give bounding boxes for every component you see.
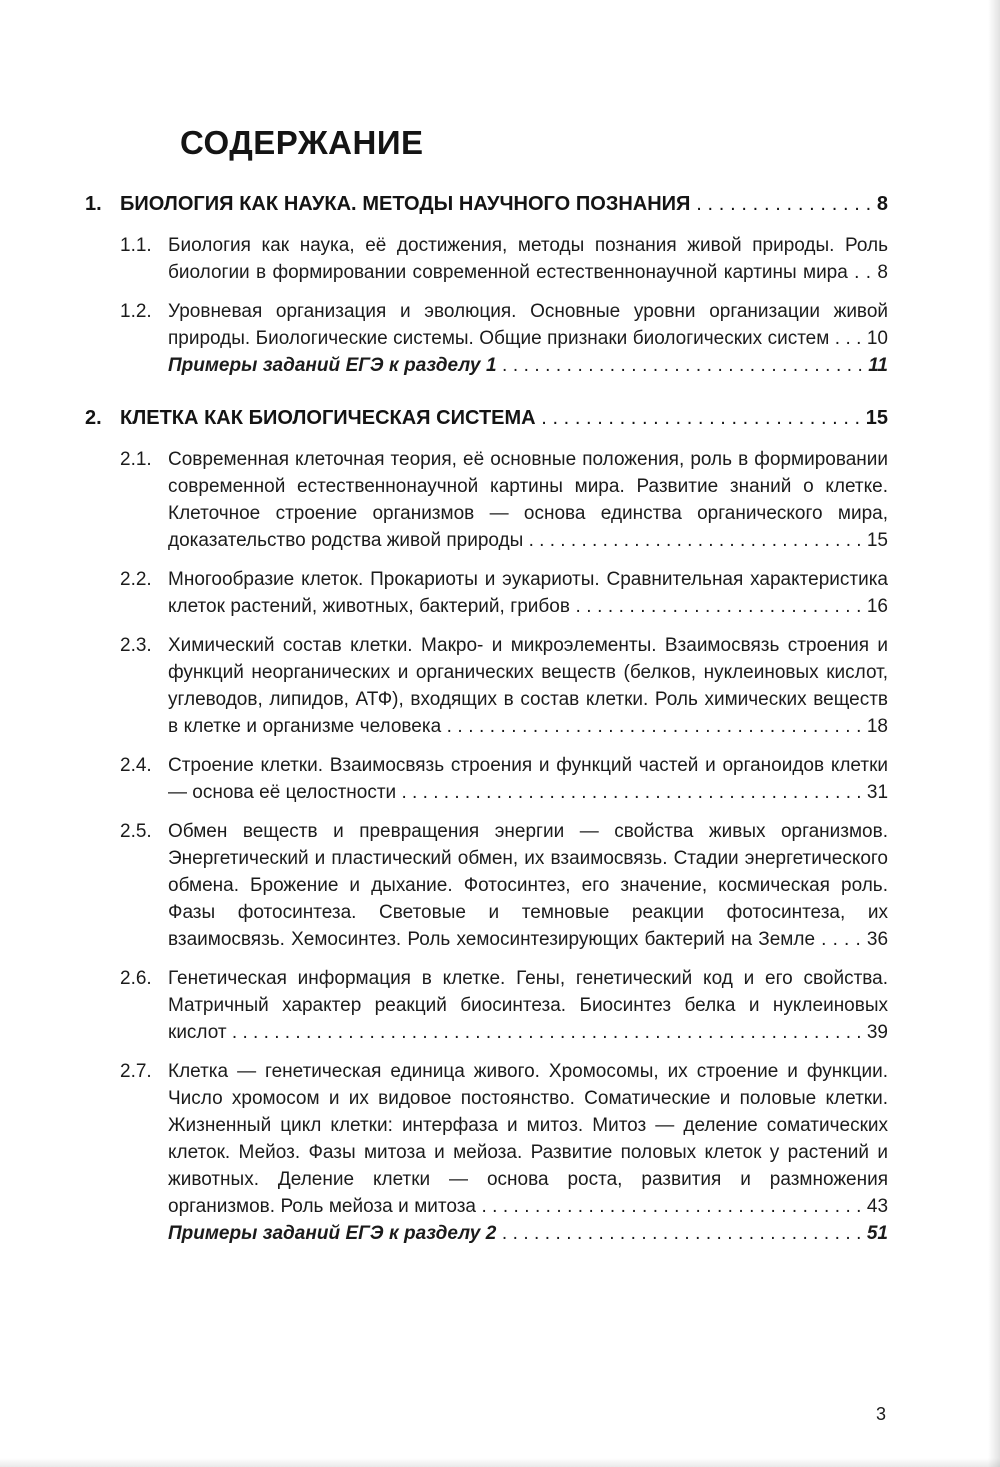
toc-section — [85, 405, 888, 1247]
dot-leader: . . . . . . . . . . . . . . . . . . . . . . . . . . . . . . . . . . . . . . . — [446, 715, 867, 737]
entry-line — [168, 352, 888, 379]
entry-text: Примеры заданий ЕГЭ к разделу 1 — [168, 354, 497, 376]
toc-section — [85, 191, 888, 379]
entry-number: 2.6. — [120, 967, 152, 989]
toc-entry — [120, 298, 888, 352]
entry-number: 1.2. — [120, 300, 152, 322]
entry-text: Генетическая информация в клетке. Гены, генетический код и его свойства. Матричный характер реакций биосинтеза. Биосинтез белка и нуклеиновых кислот — [168, 967, 888, 1043]
entry-page-number: 39 — [866, 1021, 888, 1043]
dot-leader: . . . . . . . . . . . . . . . . . . . . . . . . . . . . . — [541, 406, 866, 429]
entry-line — [168, 1058, 888, 1220]
dot-leader: . . . . . . . . . . . . . . . . — [696, 192, 877, 215]
dot-leader: . . . . . . . . . . . . . . . . . . . . . . . . . . . . . . . . . . . . — [481, 1195, 867, 1217]
toc-entry — [120, 446, 888, 554]
page-number-folio: 3 — [875, 1404, 886, 1424]
toc-entry — [120, 752, 888, 806]
entry-page-number: 10 — [866, 327, 888, 349]
entry-text: Уровневая организация и эволюция. Основные уровни организации живой природы. Биологические системы. Общие признаки биологических систем — [168, 300, 888, 349]
toc-entry — [120, 818, 888, 953]
entry-line — [168, 818, 888, 953]
entry-number: 2.1. — [120, 448, 152, 470]
dot-leader: . . — [854, 261, 878, 283]
entry-line — [168, 566, 888, 620]
dot-leader: . . . . . . . . . . . . . . . . . . . . . . . . . . . . . . . . . . . . . . . . . . . . . . . . . . . . . . . . . . . . — [231, 1021, 867, 1043]
entry-page-number: 31 — [866, 781, 889, 803]
entry-number: 2.7. — [120, 1060, 152, 1082]
dot-leader: . . . . . . . . . . . . . . . . . . . . . . . . . . . . . . . . . . — [502, 354, 869, 376]
entry-text: Многообразие клеток. Прокариоты и эукариоты. Сравнительная характеристика клеток растений, животных, бактерий, грибов — [168, 568, 888, 617]
entry-line — [168, 298, 888, 352]
entry-number: 2.3. — [120, 634, 152, 656]
section-number: 1. — [85, 192, 102, 215]
entry-text: Химический состав клетки. Макро- и микроэлементы. Взаимосвязь строения и функций неорганических и органических веществ (белков, нуклеиновых кислот, углеводов, липидов, АТФ), входящих в состав клетки. Роль химических веществ в клетке и организме человека — [168, 634, 888, 737]
entry-text: Биология как наука, её достижения, методы познания живой природы. Роль биологии в формировании современной естественнонаучной картины мира — [168, 234, 888, 283]
entry-text: Клетка — генетическая единица живого. Хромосомы, их строение и функции. Число хромосом и их видовое постоянство. Соматические и половые клетки. Жизненный цикл клетки: интерфаза и митоз. Митоз — деление соматических клеток. Мейоз. Фазы митоза и мейоза. Развитие половых клеток у растений и животных. Деление клетки — основа роста, развития и размножения организмов. Роль мейоза и митоза — [168, 1060, 888, 1217]
dot-leader: . . . — [834, 327, 867, 349]
entry-number: 2.2. — [120, 568, 152, 590]
entry-page-number: 36 — [866, 928, 889, 950]
section-title-line — [120, 191, 888, 218]
toc-entry — [120, 632, 888, 740]
entry-page-number: 51 — [866, 1222, 888, 1244]
toc-entry — [120, 1058, 888, 1220]
section-number: 2. — [85, 406, 102, 429]
toc-entry — [120, 232, 888, 286]
entry-text: Обмен веществ и превращения энергии — свойства живых организмов. Энергетический и пластический обмен, их взаимосвязь. Стадии энергетического обмена. Брожение и дыхание. Фотосинтез, его значение, космическая роль. Фазы фотосинтеза. Световые и темновые реакции фотосинтеза, их взаимосвязь. Хемосинтез. Роль хемосинтезирующих бактерий на Земле — [168, 820, 888, 950]
dot-leader: . . . . . . . . . . . . . . . . . . . . . . . . . . . . . . . . . . . . . . . . . . . . — [401, 781, 867, 803]
dot-leader: . . . . . . . . . . . . . . . . . . . . . . . . . . . — [575, 595, 867, 617]
page-title: СОДЕРЖАНИЕ — [180, 124, 424, 161]
section-title: БИОЛОГИЯ КАК НАУКА. МЕТОДЫ НАУЧНОГО ПОЗНАНИЯ — [120, 192, 691, 215]
entry-number: 2.5. — [120, 820, 152, 842]
toc-entry — [120, 352, 888, 379]
entry-number — [120, 352, 168, 379]
section-title-line — [120, 405, 888, 432]
entry-number — [120, 1220, 168, 1247]
entry-line — [168, 1220, 888, 1247]
toc-sections — [85, 191, 888, 1247]
section-page-number: 15 — [865, 406, 888, 429]
entry-page-number: 8 — [877, 261, 888, 283]
dot-leader: . . . . — [821, 928, 867, 950]
entry-text: Строение клетки. Взаимосвязь строения и функций частей и органоидов клетки — основа её целостности — [168, 754, 888, 803]
entry-line — [168, 446, 888, 554]
section-page-number: 8 — [876, 192, 889, 215]
entry-line — [168, 632, 888, 740]
entry-page-number: 18 — [866, 715, 888, 737]
toc-entry — [120, 566, 888, 620]
entry-page-number: 16 — [866, 595, 888, 617]
entry-line — [168, 965, 888, 1046]
toc-entry — [120, 965, 888, 1046]
toc-entry — [120, 1220, 888, 1247]
section-title: КЛЕТКА КАК БИОЛОГИЧЕСКАЯ СИСТЕМА — [120, 406, 536, 429]
entry-page-number: 15 — [866, 529, 888, 551]
entry-line — [168, 752, 888, 806]
dot-leader: . . . . . . . . . . . . . . . . . . . . . . . . . . . . . . . . . . — [501, 1222, 867, 1244]
entry-number: 2.4. — [120, 754, 152, 776]
entry-page-number: 11 — [868, 354, 888, 376]
entry-text: Примеры заданий ЕГЭ к разделу 2 — [168, 1222, 497, 1244]
entry-page-number: 43 — [866, 1195, 889, 1217]
section-entries — [85, 446, 888, 1247]
entry-number: 1.1. — [120, 234, 152, 256]
toc-section-header — [85, 191, 888, 218]
entry-line — [168, 232, 888, 286]
section-entries — [85, 232, 888, 379]
toc-section-header — [85, 405, 888, 432]
entry-text: Современная клеточная теория, её основные положения, роль в формировании современной естественнонаучной картины мира. Развитие знаний о клетке. Клеточное строение организмов — основа единства органического мира, доказательство родства живой природы — [168, 448, 888, 551]
dot-leader: . . . . . . . . . . . . . . . . . . . . . . . . . . . . . . . . — [528, 529, 867, 551]
